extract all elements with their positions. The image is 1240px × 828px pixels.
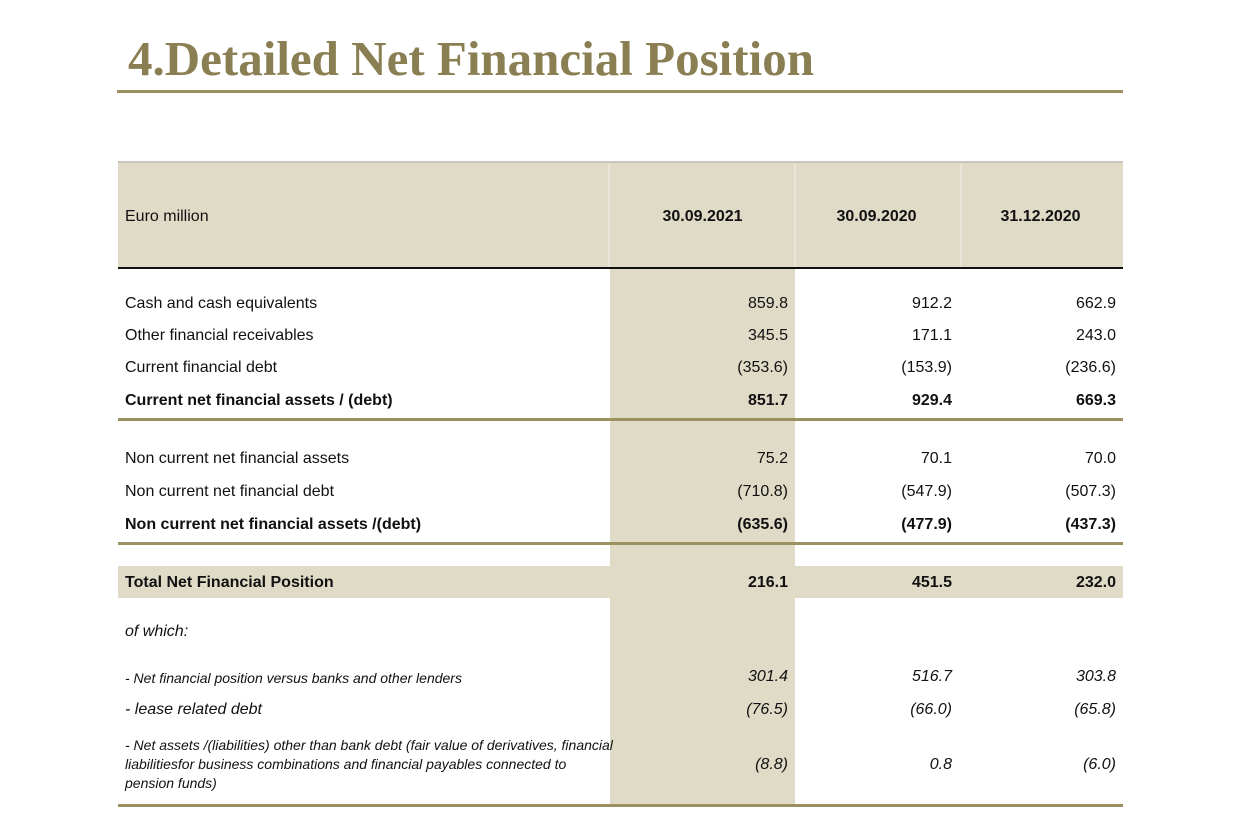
row-value: 851.7 xyxy=(747,392,788,409)
row-value: 345.5 xyxy=(747,327,788,344)
row-value: 912.2 xyxy=(911,295,952,312)
title-underline xyxy=(117,90,1123,93)
table-bottom-rule xyxy=(118,804,1123,807)
total-value: 216.1 xyxy=(747,574,788,591)
row-value: (710.8) xyxy=(737,483,788,500)
row-value: 70.0 xyxy=(1084,450,1116,467)
row-value: (507.3) xyxy=(1065,483,1116,500)
total-value: 232.0 xyxy=(1075,574,1116,591)
row-value: 301.4 xyxy=(747,668,788,685)
row-value: 516.7 xyxy=(911,668,952,685)
row-value: (6.0) xyxy=(1083,756,1116,773)
table-header xyxy=(118,163,1123,267)
section-rule xyxy=(118,418,1123,421)
row-value: 929.4 xyxy=(911,392,952,409)
page-title: 4.Detailed Net Financial Position xyxy=(128,31,814,86)
row-label: - Net assets /(liabilities) other than bank debt (fair value of derivatives, financial liabilitiesfor business combinations and financial payables connected to pension funds) xyxy=(125,737,613,791)
row-value: (477.9) xyxy=(901,516,952,533)
row-value: 171.1 xyxy=(911,327,952,344)
header-label: Euro million xyxy=(125,208,209,225)
row-label: Non current net financial assets xyxy=(125,450,350,467)
row-value: (635.6) xyxy=(737,516,788,533)
row-value: 243.0 xyxy=(1075,327,1116,344)
row-value: (437.3) xyxy=(1065,516,1116,533)
row-value: (66.0) xyxy=(910,701,952,718)
row-label: Cash and cash equivalents xyxy=(125,295,318,312)
current-period-column-shade xyxy=(610,269,795,807)
row-value: (353.6) xyxy=(737,359,788,376)
row-label: Current net financial assets / (debt) xyxy=(125,392,393,409)
header-col-30-09-2021: 30.09.2021 xyxy=(662,208,743,225)
row-label: Non current net financial debt xyxy=(125,483,335,500)
section-rule xyxy=(118,542,1123,545)
row-value: 669.3 xyxy=(1075,392,1116,409)
row-label: - Net financial position versus banks and other lenders xyxy=(125,670,462,686)
row-value: (153.9) xyxy=(901,359,952,376)
header-col-30-09-2020: 30.09.2020 xyxy=(836,208,917,225)
row-label: Other financial receivables xyxy=(125,327,314,344)
row-value: 70.1 xyxy=(920,450,952,467)
row-value: (8.8) xyxy=(755,756,788,773)
row-label: Non current net financial assets /(debt) xyxy=(125,516,422,533)
row-value: 303.8 xyxy=(1075,668,1116,685)
row-label: - lease related debt xyxy=(125,701,262,718)
row-value: (236.6) xyxy=(1065,359,1116,376)
row-value: 75.2 xyxy=(756,450,788,467)
row-value: 859.8 xyxy=(747,295,788,312)
row-value: 662.9 xyxy=(1075,295,1116,312)
row-label: Current financial debt xyxy=(125,359,278,376)
total-value: 451.5 xyxy=(911,574,952,591)
total-label: Total Net Financial Position xyxy=(125,574,334,591)
row-value: (76.5) xyxy=(746,701,788,718)
of-which-label: of which: xyxy=(125,623,189,640)
row-value: 0.8 xyxy=(929,756,952,773)
row-value: (65.8) xyxy=(1074,701,1116,718)
header-col-31-12-2020: 31.12.2020 xyxy=(1000,208,1081,225)
row-value: (547.9) xyxy=(901,483,952,500)
